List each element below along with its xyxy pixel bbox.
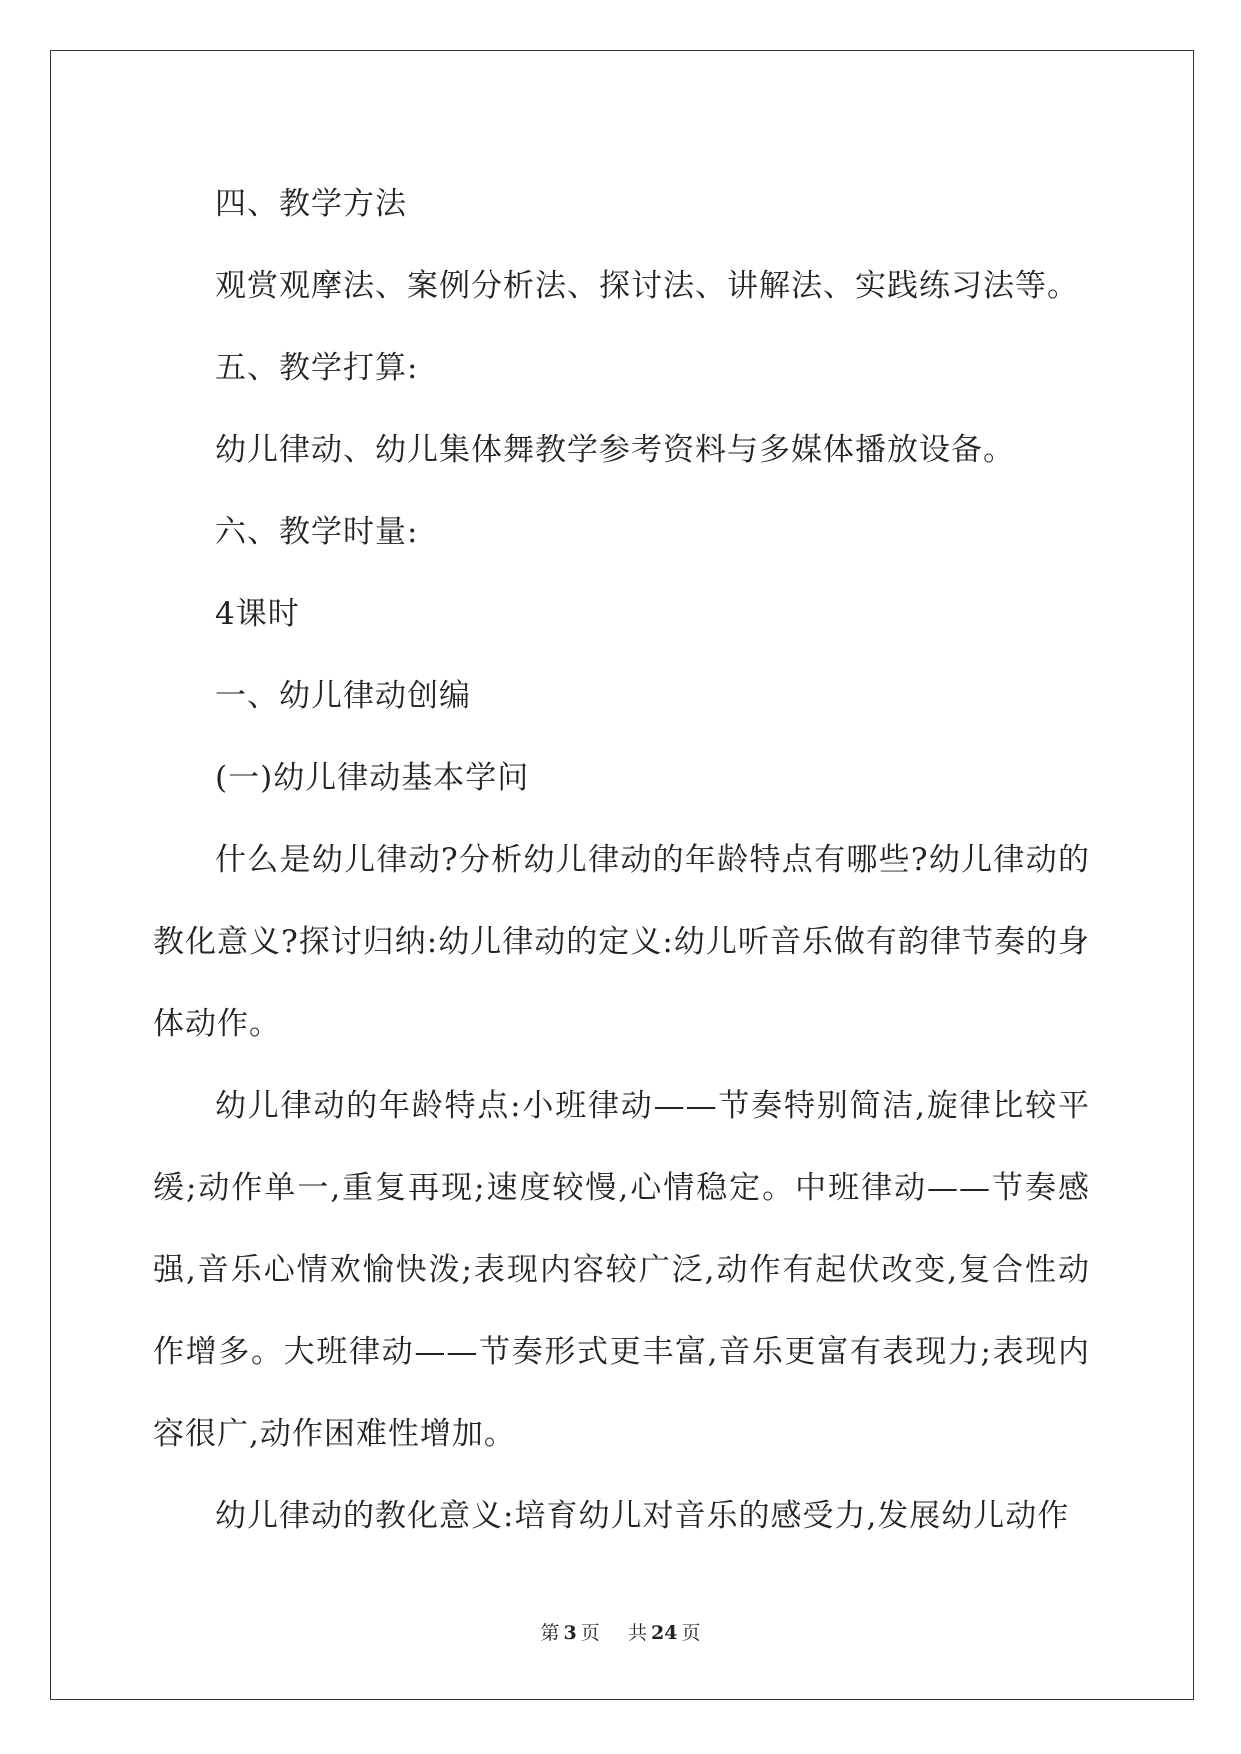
footer-page-suffix: 页 — [580, 1622, 600, 1644]
document-body — [153, 163, 1090, 1557]
preparation-text: 幼儿律动、幼儿集体舞教学参考资料与多媒体播放设备。 — [215, 432, 1015, 468]
footer-page-number: 3 — [563, 1622, 577, 1644]
hours-text: 4课时 — [215, 596, 300, 632]
methods-text: 观赏观摩法、案例分析法、探讨法、讲解法、实践练习法等。 — [215, 268, 1079, 304]
section-heading-methods: 四、教学方法 — [215, 186, 407, 222]
footer-total-pages: 24 — [650, 1622, 678, 1644]
page-footer — [0, 1618, 1241, 1645]
section-heading-preparation: 五、教学打算: — [215, 350, 419, 386]
section-heading-hours: 六、教学时量: — [215, 514, 419, 550]
subsection-heading-basics: (一)幼儿律动基本学问 — [215, 760, 530, 796]
footer-total-suffix: 页 — [681, 1622, 701, 1644]
paragraph-definition: 什么是幼儿律动?分析幼儿律动的年龄特点有哪些?幼儿律动的教化意义?探讨归纳:幼儿律动的定义:幼儿听音乐做有韵律节奏的身体动作。 — [153, 842, 1090, 1042]
footer-prefix: 第 — [540, 1622, 560, 1644]
paragraph-significance: 幼儿律动的教化意义:培育幼儿对音乐的感受力,发展幼儿动作 — [215, 1498, 1070, 1534]
chapter-heading-rhythm: 一、幼儿律动创编 — [215, 678, 471, 714]
paragraph-age-features: 幼儿律动的年龄特点:小班律动——节奏特别简洁,旋律比较平缓;动作单一,重复再现;速度较慢,心情稳定。中班律动——节奏感强,音乐心情欢愉快泼;表现内容较广泛,动作有起伏改变,复合性动作增多。大班律动——节奏形式更丰富,音乐更富有表现力;表现内容很广,动作困难性增加。 — [153, 1088, 1090, 1452]
footer-total-prefix: 共 — [627, 1622, 647, 1644]
